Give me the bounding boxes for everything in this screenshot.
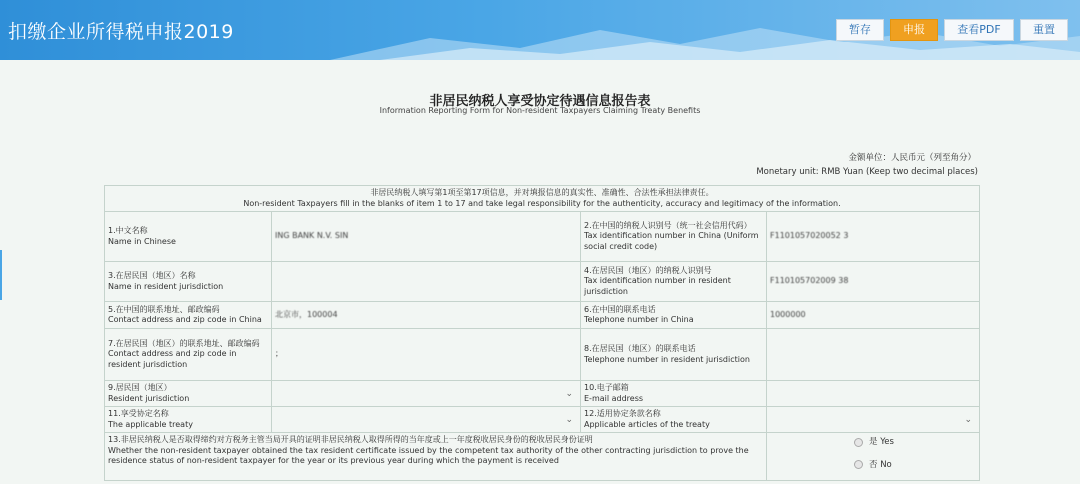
- address-china-field[interactable]: [272, 302, 581, 329]
- radio-option-yes[interactable]: [854, 437, 976, 448]
- label-en: Name in resident jurisdiction: [108, 281, 224, 291]
- field-label-phone-china: [581, 302, 767, 329]
- submit-button[interactable]: 申报: [890, 19, 938, 41]
- label-en: Whether the non-resident taxpayer obtained the tax resident certificate issued by the competent tax authority of the other contracting jurisdiction to prove the residence status of non-resident taxpayer for the year or its previous year during which the payment is received: [108, 445, 749, 465]
- label-en: Contact address and zip code in China: [108, 315, 262, 324]
- label-cn: 12.适用协定条款名称: [584, 409, 661, 418]
- chinese-name-field[interactable]: [272, 212, 581, 262]
- label-en: Name in Chinese: [108, 236, 176, 246]
- address-resident-field[interactable]: [272, 329, 581, 381]
- field-label-tax-resident-certificate: [105, 433, 767, 481]
- label-en: Tax identification number in China (Uniform social credit code): [584, 231, 759, 251]
- phone-resident-field[interactable]: [767, 329, 980, 381]
- label-en: Resident jurisdiction: [108, 393, 190, 403]
- reset-button[interactable]: 重置: [1020, 19, 1068, 41]
- label-en: Tax identification number in resident jurisdiction: [584, 276, 731, 296]
- email-field[interactable]: [767, 381, 980, 407]
- field-label-tax-id-resident: [581, 262, 767, 302]
- field-value: ING BANK N.V. SIN: [275, 231, 349, 241]
- label-cn: 11.享受协定名称: [108, 409, 169, 418]
- chevron-down-icon: ⌄: [565, 414, 573, 425]
- monetary-unit-cn: 金额单位：人民币元（列至角分）: [848, 153, 976, 163]
- label-cn: 8.在居民国（地区）的联系电话: [584, 344, 696, 353]
- applicable-treaty-select[interactable]: [272, 407, 581, 433]
- label-cn: 9.居民国（地区）: [108, 383, 172, 392]
- tax-id-china-field[interactable]: [767, 212, 980, 262]
- view-pdf-button[interactable]: 查看PDF: [944, 19, 1014, 41]
- notice-en: Non-resident Taxpayers fill in the blanks of item 1 to 17 and take legal responsibility for the authenticity, accuracy and legitimacy of the information.: [243, 198, 841, 208]
- resident-name-field[interactable]: [272, 262, 581, 302]
- field-label-address-china: [105, 302, 272, 329]
- radio-option-no[interactable]: [854, 460, 976, 471]
- certificate-radio-group: [767, 433, 980, 481]
- phone-china-field[interactable]: [767, 302, 980, 329]
- label-cn: 5.在中国的联系地址、邮政编码: [108, 304, 220, 314]
- label-cn: 1.中文名称: [108, 226, 148, 235]
- field-label-tax-id-china: [581, 212, 767, 262]
- resident-jurisdiction-select[interactable]: [272, 381, 581, 407]
- treaty-articles-select[interactable]: [767, 407, 980, 433]
- radio-icon[interactable]: [854, 438, 863, 447]
- chevron-down-icon: ⌄: [565, 388, 573, 399]
- field-label-chinese-name: [105, 212, 272, 262]
- top-bar: [0, 0, 1080, 60]
- field-value: F110105702009 38: [770, 276, 849, 286]
- field-label-resident-jurisdiction: [105, 381, 272, 407]
- form-title: 非居民纳税人享受协定待遇信息报告表: [429, 94, 651, 109]
- field-value: F1101057020052 3: [770, 231, 849, 241]
- app-title: 扣缴企业所得税申报2019: [8, 21, 234, 43]
- field-value: ；: [275, 349, 283, 359]
- notice-cell: [105, 186, 980, 212]
- tax-id-resident-field[interactable]: [767, 262, 980, 302]
- radio-label-no: 否 No: [869, 459, 892, 470]
- label-en: Applicable articles of the treaty: [584, 419, 710, 429]
- label-en: The applicable treaty: [108, 419, 193, 429]
- radio-icon[interactable]: [854, 460, 863, 469]
- label-en: Telephone number in resident jurisdiction: [584, 354, 750, 364]
- field-value: 1000000: [770, 309, 806, 319]
- label-cn: 13.非居民纳税人是否取得缔约对方税务主管当局开具的证明非居民纳税人取得所得的当年度或上一年度税收居民身份的税收居民身份证明: [108, 435, 593, 444]
- field-label-email: [581, 381, 767, 407]
- label-cn: 7.在居民国（地区）的联系地址、邮政编码: [108, 338, 260, 348]
- treaty-form-table: [104, 185, 980, 481]
- label-en: E-mail address: [584, 393, 644, 403]
- label-en: Contact address and zip code in resident jurisdiction: [108, 349, 237, 369]
- radio-label-yes: 是 Yes: [869, 437, 894, 447]
- monetary-unit-en: Monetary unit: RMB Yuan (Keep two decimal places): [756, 167, 978, 177]
- field-label-treaty-articles: [581, 407, 767, 433]
- label-cn: 4.在居民国（地区）的纳税人识别号: [584, 265, 712, 275]
- field-value: 北京市，100004: [275, 309, 338, 319]
- label-cn: 10.电子邮箱: [584, 383, 629, 392]
- form-subtitle: Information Reporting Form for Non-resident Taxpayers Claiming Treaty Benefits: [379, 106, 701, 115]
- label-en: Telephone number in China: [584, 315, 694, 324]
- label-cn: 2.在中国的纳税人识别号（统一社会信用代码）: [584, 220, 752, 230]
- field-label-address-resident: [105, 329, 272, 381]
- label-cn: 6.在中国的联系电话: [584, 304, 656, 314]
- save-draft-button[interactable]: 暂存: [836, 19, 884, 41]
- field-label-phone-resident: [581, 329, 767, 381]
- field-label-applicable-treaty: [105, 407, 272, 433]
- chevron-down-icon: ⌄: [964, 414, 972, 425]
- label-cn: 3.在居民国（地区）名称: [108, 271, 196, 280]
- left-edge-strip: [0, 250, 2, 300]
- notice-cn: 非居民纳税人填写第1项至第17项信息，并对填报信息的真实性、准确性、合法性承担法律责任。: [370, 188, 714, 197]
- field-label-resident-name: [105, 262, 272, 302]
